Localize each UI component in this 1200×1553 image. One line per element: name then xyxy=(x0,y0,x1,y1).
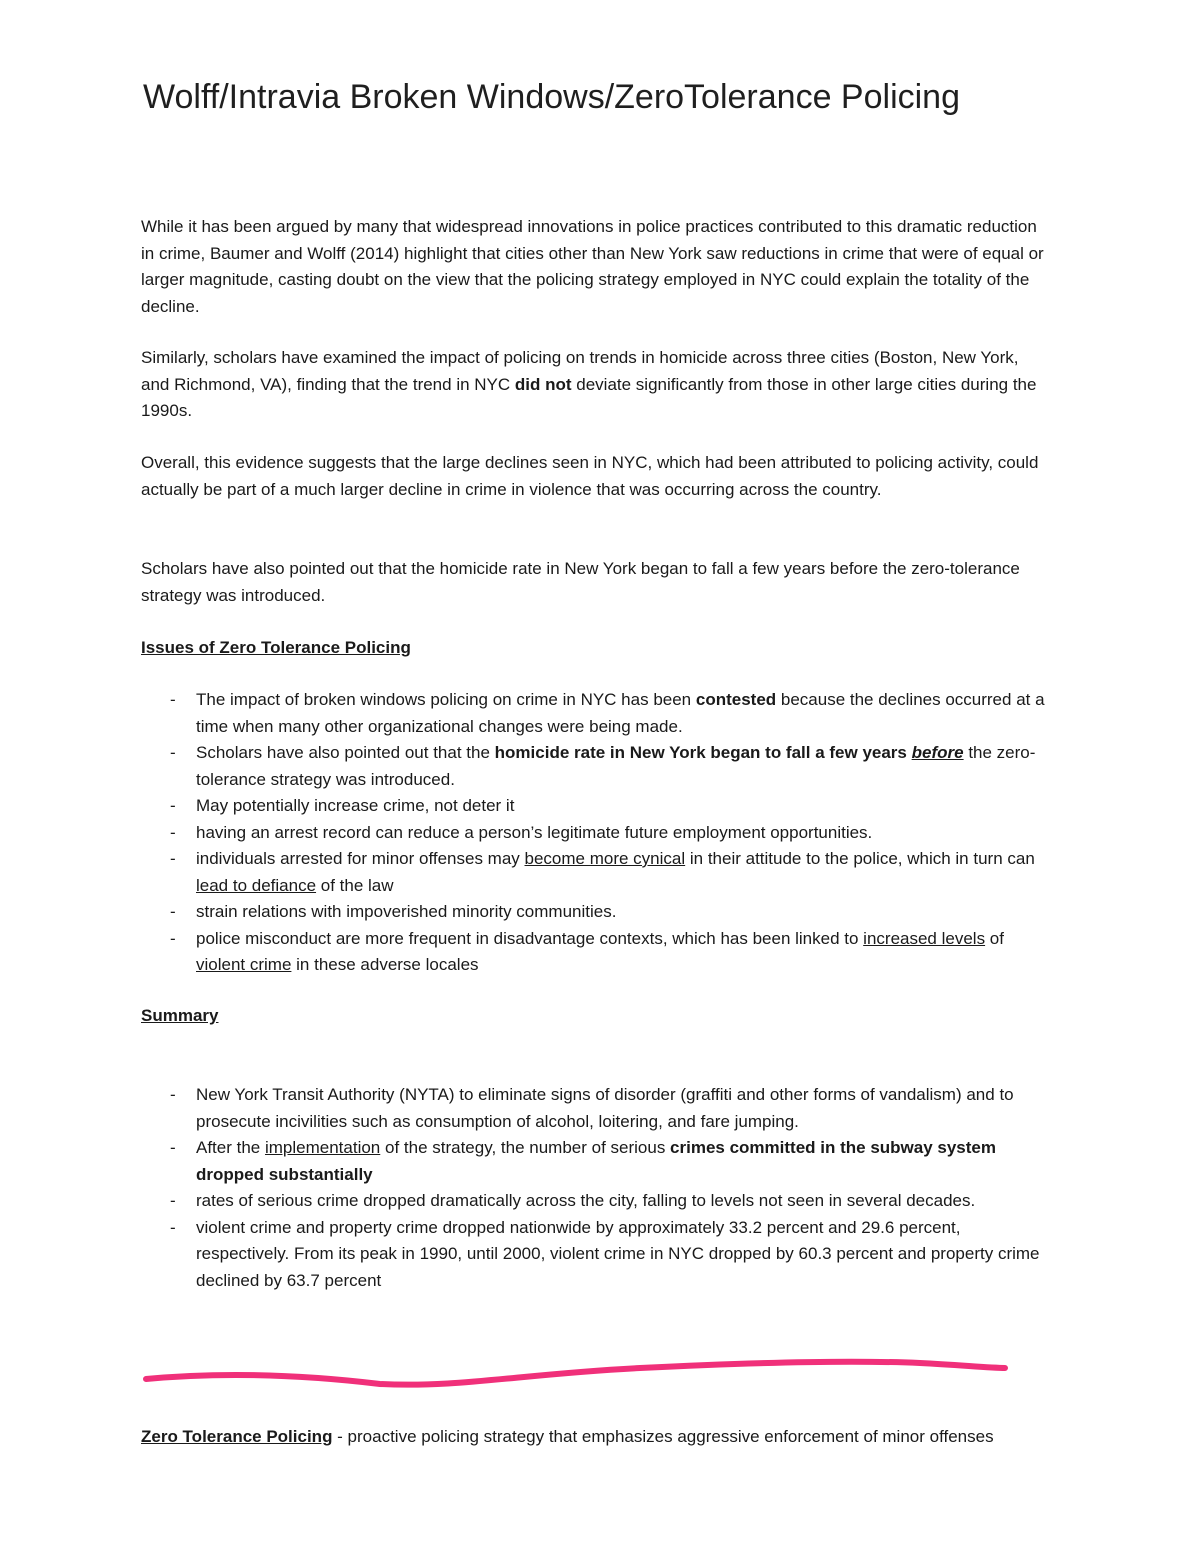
list-item xyxy=(141,899,1051,926)
dash-bullet: - xyxy=(170,743,176,762)
paragraph-similarly-text-end: deviate significantly from those in other large cities during the 1990s. xyxy=(141,374,1037,420)
emphasis-before: before xyxy=(911,743,964,762)
list-item-text: rates of serious crime dropped dramatically across the city, falling to levels not seen in several decades. xyxy=(196,1191,976,1210)
issues-list xyxy=(141,687,1051,979)
emphasis-did-not: did not xyxy=(514,374,572,394)
list-item-text: strain relations with impoverished minority communities. xyxy=(196,902,617,921)
list-item-text: After the xyxy=(196,1138,265,1157)
summary-list xyxy=(141,1082,1051,1294)
list-item xyxy=(141,1082,1051,1135)
dash-bullet: - xyxy=(170,849,176,868)
summary-heading: Summary xyxy=(141,1006,219,1025)
paragraph-baumer-wolff: While it has been argued by many that widespread innovations in police practices contributed to this dramatic reduction in crime, Baumer and Wolff (2014) highlight that cities other than New York saw reductions in crime that were of equal or larger magnitude, casting doubt on the view that the policing strategy employed in NYC could explain the totality of the decline. xyxy=(141,217,1044,316)
paragraph-similarly xyxy=(141,345,1051,425)
dash-bullet: - xyxy=(170,1138,176,1157)
dash-bullet: - xyxy=(170,1085,176,1104)
emphasis-homicide-rate: homicide rate in New York began to fall a few years xyxy=(494,743,907,762)
list-item xyxy=(141,820,1051,847)
list-item-text-end: of the law xyxy=(316,875,394,895)
dash-bullet: - xyxy=(170,928,176,948)
list-item-text: violent crime and property crime dropped nationwide by approximately 33.2 percent and 29.6 percent, respectively. From its peak in 1990, until 2000, violent crime in NYC dropped by 60.3 percent and property crime declined by 63.7 percent xyxy=(196,1217,1040,1290)
list-item-text-middle: of the strategy, the number of serious xyxy=(380,1138,671,1157)
list-item-text-end: in these adverse locales xyxy=(291,955,479,974)
paragraph-overall: Overall, this evidence suggests that the large declines seen in NYC, which had been attributed to policing activity, could actually be part of a much larger decline in crime in violence that was occurring across the country. xyxy=(141,453,1039,499)
list-item xyxy=(141,740,1051,793)
list-item-text-end: because the declines occurred at a time when many other organizational changes were being made. xyxy=(196,690,1045,736)
dash-bullet: - xyxy=(170,1191,176,1210)
list-item-text: police misconduct are more frequent in disadvantage contexts, which has been linked to xyxy=(196,928,864,948)
list-item-text: having an arrest record can reduce a person’s legitimate future employment opportunities. xyxy=(196,822,873,842)
underline-implementation: implementation xyxy=(264,1138,381,1157)
handwritten-divider-line xyxy=(0,1350,1200,1400)
underline-become-more-cynical: become more cynical xyxy=(524,849,686,868)
document-title: Wolff/Intravia Broken Windows/ZeroTolerance Policing xyxy=(143,78,960,116)
emphasis-contested: contested xyxy=(695,690,777,709)
list-item-text-middle: of xyxy=(985,928,1004,948)
list-item-text: New York Transit Authority (NYTA) to eliminate signs of disorder (graffiti and other forms of vandalism) and to prosecute incivilities such as consumption of alcohol, loitering, and fare jumping. xyxy=(196,1085,1014,1131)
list-item xyxy=(141,793,1051,820)
list-item xyxy=(141,1215,1051,1295)
dash-bullet: - xyxy=(170,902,176,921)
list-item xyxy=(141,1188,1051,1215)
list-item-text: The impact of broken windows policing on crime in NYC has been xyxy=(196,690,696,709)
definition-zero-tolerance xyxy=(141,1424,1051,1451)
list-item xyxy=(141,687,1051,740)
divider-stroke xyxy=(146,1362,1005,1385)
list-item-text: individuals arrested for minor offenses may xyxy=(196,849,525,868)
list-item-text: Scholars have also pointed out that the xyxy=(196,743,495,762)
issues-heading: Issues of Zero Tolerance Policing xyxy=(141,638,411,657)
underline-lead-to-defiance: lead to defiance xyxy=(196,875,317,895)
list-item xyxy=(141,1135,1051,1188)
dash-bullet: - xyxy=(170,822,176,842)
dash-bullet: - xyxy=(170,1217,176,1237)
list-item-text: May potentially increase crime, not deter it xyxy=(196,796,515,815)
paragraph-homicide-rate: Scholars have also pointed out that the homicide rate in New York began to fall a few years before the zero-tolerance strategy was introduced. xyxy=(141,559,1020,605)
dash-bullet: - xyxy=(170,690,176,709)
emphasis-subway-drop: crimes committed in the subway system dropped substantially xyxy=(196,1138,996,1184)
list-item-text-end: the zero-tolerance strategy was introduced. xyxy=(196,743,1036,789)
definition-term: Zero Tolerance Policing xyxy=(141,1427,333,1446)
paragraph-similarly-text: Similarly, scholars have examined the impact of policing on trends in homicide across three cities (Boston, New York, and Richmond, VA), finding that the trend in NYC xyxy=(141,348,1019,394)
list-item xyxy=(141,926,1051,979)
underline-violent-crime: violent crime xyxy=(196,955,292,974)
list-item-text-middle: in their attitude to the police, which in turn can xyxy=(685,849,1035,868)
list-item xyxy=(141,846,1051,899)
underline-increased-levels: increased levels xyxy=(863,928,986,948)
dash-bullet: - xyxy=(170,796,176,815)
definition-text: - proactive policing strategy that emphasizes aggressive enforcement of minor offenses xyxy=(332,1427,994,1446)
